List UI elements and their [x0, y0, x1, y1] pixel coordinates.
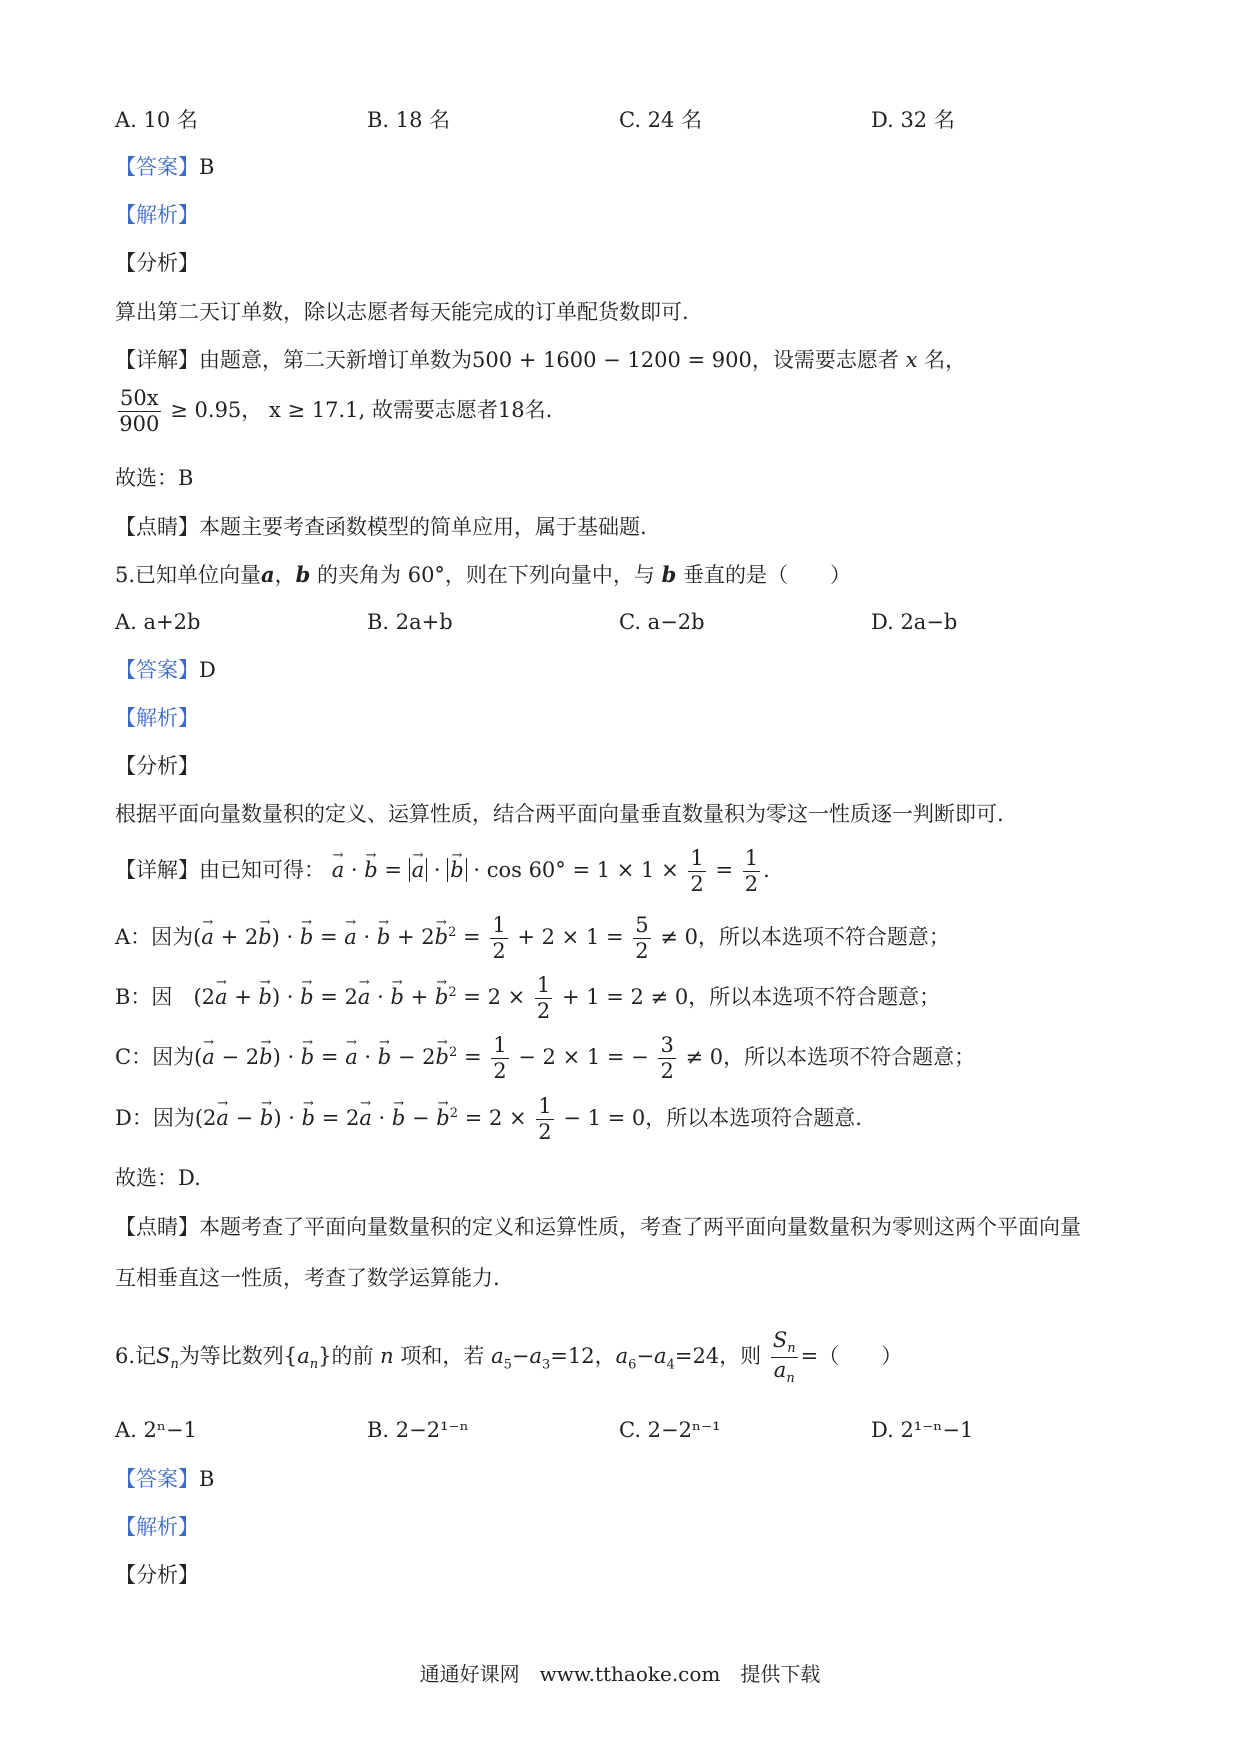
ineq-4: , 故需要志愿者18名. — [358, 398, 553, 422]
q4-option-d: D. 32 名 — [871, 108, 955, 132]
answer-value: B — [199, 155, 215, 179]
q5-case-d: D：因为(2→ a − → b) · → b = 2→ a · → b − → $b^2 = 2$ × $\frac{1}{2}$ − 1 = 0，所以本选项符合题意. — [115, 1096, 862, 1143]
q4-answer — [115, 152, 214, 182]
q5-stem — [115, 560, 851, 590]
q6-stem-pre: 6.记 — [115, 1344, 157, 1369]
q4-option-c: C. 24 名 — [619, 108, 703, 132]
q6-stem: 6.记$S_n$为等比数列$\{a_n\}$的前 n 项和，若 $a_5-a_3=12$，$a_6-a_4=24$，则 $\frac{S_n}{a_n}$ =（ ） — [115, 1328, 903, 1387]
q4-inequality — [115, 388, 552, 435]
q4-xiangjie — [115, 345, 966, 375]
q6-analysis-label: 【解析】 — [115, 1515, 199, 1539]
q6-stem-then: ，则 — [719, 1344, 762, 1369]
xiangjie-expr: 500 + 1600 − 1200 = 900 — [472, 348, 752, 372]
q5-stem-end: 垂直的是（ ） — [683, 563, 851, 587]
half-fraction — [688, 848, 705, 895]
dianjing-text: 本题主要考查函数模型的简单应用，属于基础题. — [199, 515, 647, 539]
fraction-denominator: 2 — [744, 872, 759, 896]
q5-option-b: B. 2a+b — [367, 610, 453, 634]
q5-analysis-label: 【解析】 — [115, 706, 199, 730]
q5-stem-mid: 的夹角为 60°，则在下列向量中，与 — [317, 563, 655, 587]
q5-dianjing-1 — [115, 1212, 1081, 1242]
q5-guxuan: 故选：D. — [115, 1166, 201, 1190]
q6-option-c: C. 2−2ⁿ⁻¹ — [619, 1418, 721, 1442]
q6-answer — [115, 1464, 214, 1494]
q6-options — [115, 1415, 1015, 1445]
cos-expr: · cos 60° = 1 × 1 × — [473, 858, 679, 882]
q4-guxuan: 故选：B — [115, 466, 194, 490]
fraction-denominator: 2 — [690, 872, 704, 896]
q5-options — [115, 607, 1015, 637]
case-label: D：因为 — [115, 1106, 195, 1130]
q6-stem-end: =（ ） — [800, 1344, 903, 1369]
page-footer: 通通好课网 www.tthaoke.com 提供下载 — [419, 1662, 821, 1686]
fraction-denominator: 900 — [119, 412, 160, 436]
fraction — [118, 388, 161, 435]
dianjing-text: 本题考查了平面向量数量积的定义和运算性质，考查了两平面向量数量积为零则这两个平面向量 — [199, 1215, 1081, 1239]
answer-value: D — [199, 658, 216, 682]
xiangjie-var: x — [905, 348, 918, 372]
dianjing-label: 【点睛】 — [115, 1215, 199, 1239]
fraction-numerator: 1 — [690, 846, 704, 870]
fraction-numerator: 50x — [120, 386, 159, 410]
fraction-numerator: 1 — [744, 846, 759, 870]
case-label: A：因为 — [115, 925, 194, 949]
ineq-1: ≥ 0.95 — [170, 398, 242, 422]
q6-stem-mid: 为等比数列{ — [178, 1344, 298, 1369]
q5-option-a: A. a+2b — [115, 610, 201, 634]
q5-option-c: C. a−2b — [619, 610, 705, 634]
answer-label: 【答案】 — [115, 1467, 199, 1491]
xiangjie-text-2: ，设需要志愿者 — [751, 348, 899, 372]
vector-b: b — [295, 562, 311, 587]
case-label: B：因 — [115, 985, 194, 1009]
q5-case-b: B：因 (2→ a + → b) · → b = 2→ a · → b + → $b^2 = 2$ × $\frac{1}{2}$ + 1 = 2 ≠ 0，所以本选项不符合题意； — [115, 975, 940, 1022]
q6-option-b: B. 2−2¹⁻ⁿ — [367, 1418, 469, 1442]
q5-fenxi-label: 【分析】 — [115, 754, 199, 778]
q5-answer — [115, 655, 216, 685]
answer-label: 【答案】 — [115, 658, 199, 682]
q6-stem-mid3: 项和，若 — [400, 1344, 485, 1369]
q5-dianjing-2: 互相垂直这一性质，考查了数学运算能力. — [115, 1266, 500, 1290]
q4-fenxi-text: 算出第二天订单数，除以志愿者每天能完成的订单配货数即可. — [115, 300, 689, 324]
q5-option-d: D. 2a−b — [871, 610, 958, 634]
q5-case-c: C：因为(→ a − 2→ b) · → b = → a · → $b - 2\to b^2$ = $\frac{1}{2}$ − 2 × 1 = − $\frac{3}{2}$ ≠ 0，所以本选项不符合题意； — [115, 1035, 975, 1082]
q4-options — [115, 105, 1015, 135]
case-end: ，所以本选项符合题意. — [645, 1106, 862, 1130]
q5-sep: ， — [274, 563, 296, 587]
q5-xiangjie: 【详解】由已知可得： → a · → b = → a · → b · cos 60° = 1 × 1 × $\frac{1}{2}$ = $\frac{1}{2}$ . — [115, 848, 770, 895]
case-end: ，所以本选项不符合题意； — [697, 925, 950, 949]
q5-case-a: A：因为(→ a + 2→ b) · → b = → a · → $b + 2\to b^2$ = $\frac{1}{2}$ + 2 × 1 = $\frac{5}{2}$ ≠ 0，所以本选项不符合题意； — [115, 915, 950, 962]
q4-analysis-label: 【解析】 — [115, 203, 199, 227]
vector-b-2: b — [661, 562, 677, 587]
q4-fenxi-label: 【分析】 — [115, 251, 199, 275]
q5-fenxi-text: 根据平面向量数量积的定义、运算性质，结合两平面向量垂直数量积为零这一性质逐一判断即可. — [115, 802, 1004, 826]
ineq-3: x ≥ 17.1 — [268, 398, 359, 422]
q4-dianjing — [115, 512, 647, 542]
q6-stem-mid2: }的前 — [318, 1344, 374, 1369]
case-end: ，所以本选项不符合题意； — [688, 985, 941, 1009]
period: . — [763, 858, 770, 882]
equals-sign: = — [715, 858, 734, 882]
q6-option-d: D. 2¹⁻ⁿ−1 — [871, 1418, 974, 1442]
case-label: C：因为 — [115, 1045, 195, 1069]
q4-option-b: B. 18 名 — [367, 108, 451, 132]
q6-option-a: A. 2ⁿ−1 — [115, 1418, 197, 1442]
xiangjie-text: 由已知可得： — [199, 858, 325, 882]
q6-fenxi-label: 【分析】 — [115, 1563, 199, 1587]
half-fraction-2 — [743, 848, 760, 895]
xiangjie-text-3: 名， — [924, 348, 967, 372]
ineq-2: ， — [241, 398, 263, 422]
q4-option-a: A. 10 名 — [115, 108, 198, 132]
dianjing-label: 【点睛】 — [115, 515, 199, 539]
answer-value: B — [199, 1467, 215, 1491]
answer-label: 【答案】 — [115, 155, 199, 179]
xiangjie-label: 【详解】 — [115, 348, 199, 372]
xiangjie-text: 由题意，第二天新增订单数为 — [199, 348, 472, 372]
vector-a: a — [261, 562, 275, 587]
q5-stem-pre: 5.已知单位向量 — [115, 563, 262, 587]
xiangjie-label: 【详解】 — [115, 858, 199, 882]
case-end: ，所以本选项不符合题意； — [723, 1045, 976, 1069]
